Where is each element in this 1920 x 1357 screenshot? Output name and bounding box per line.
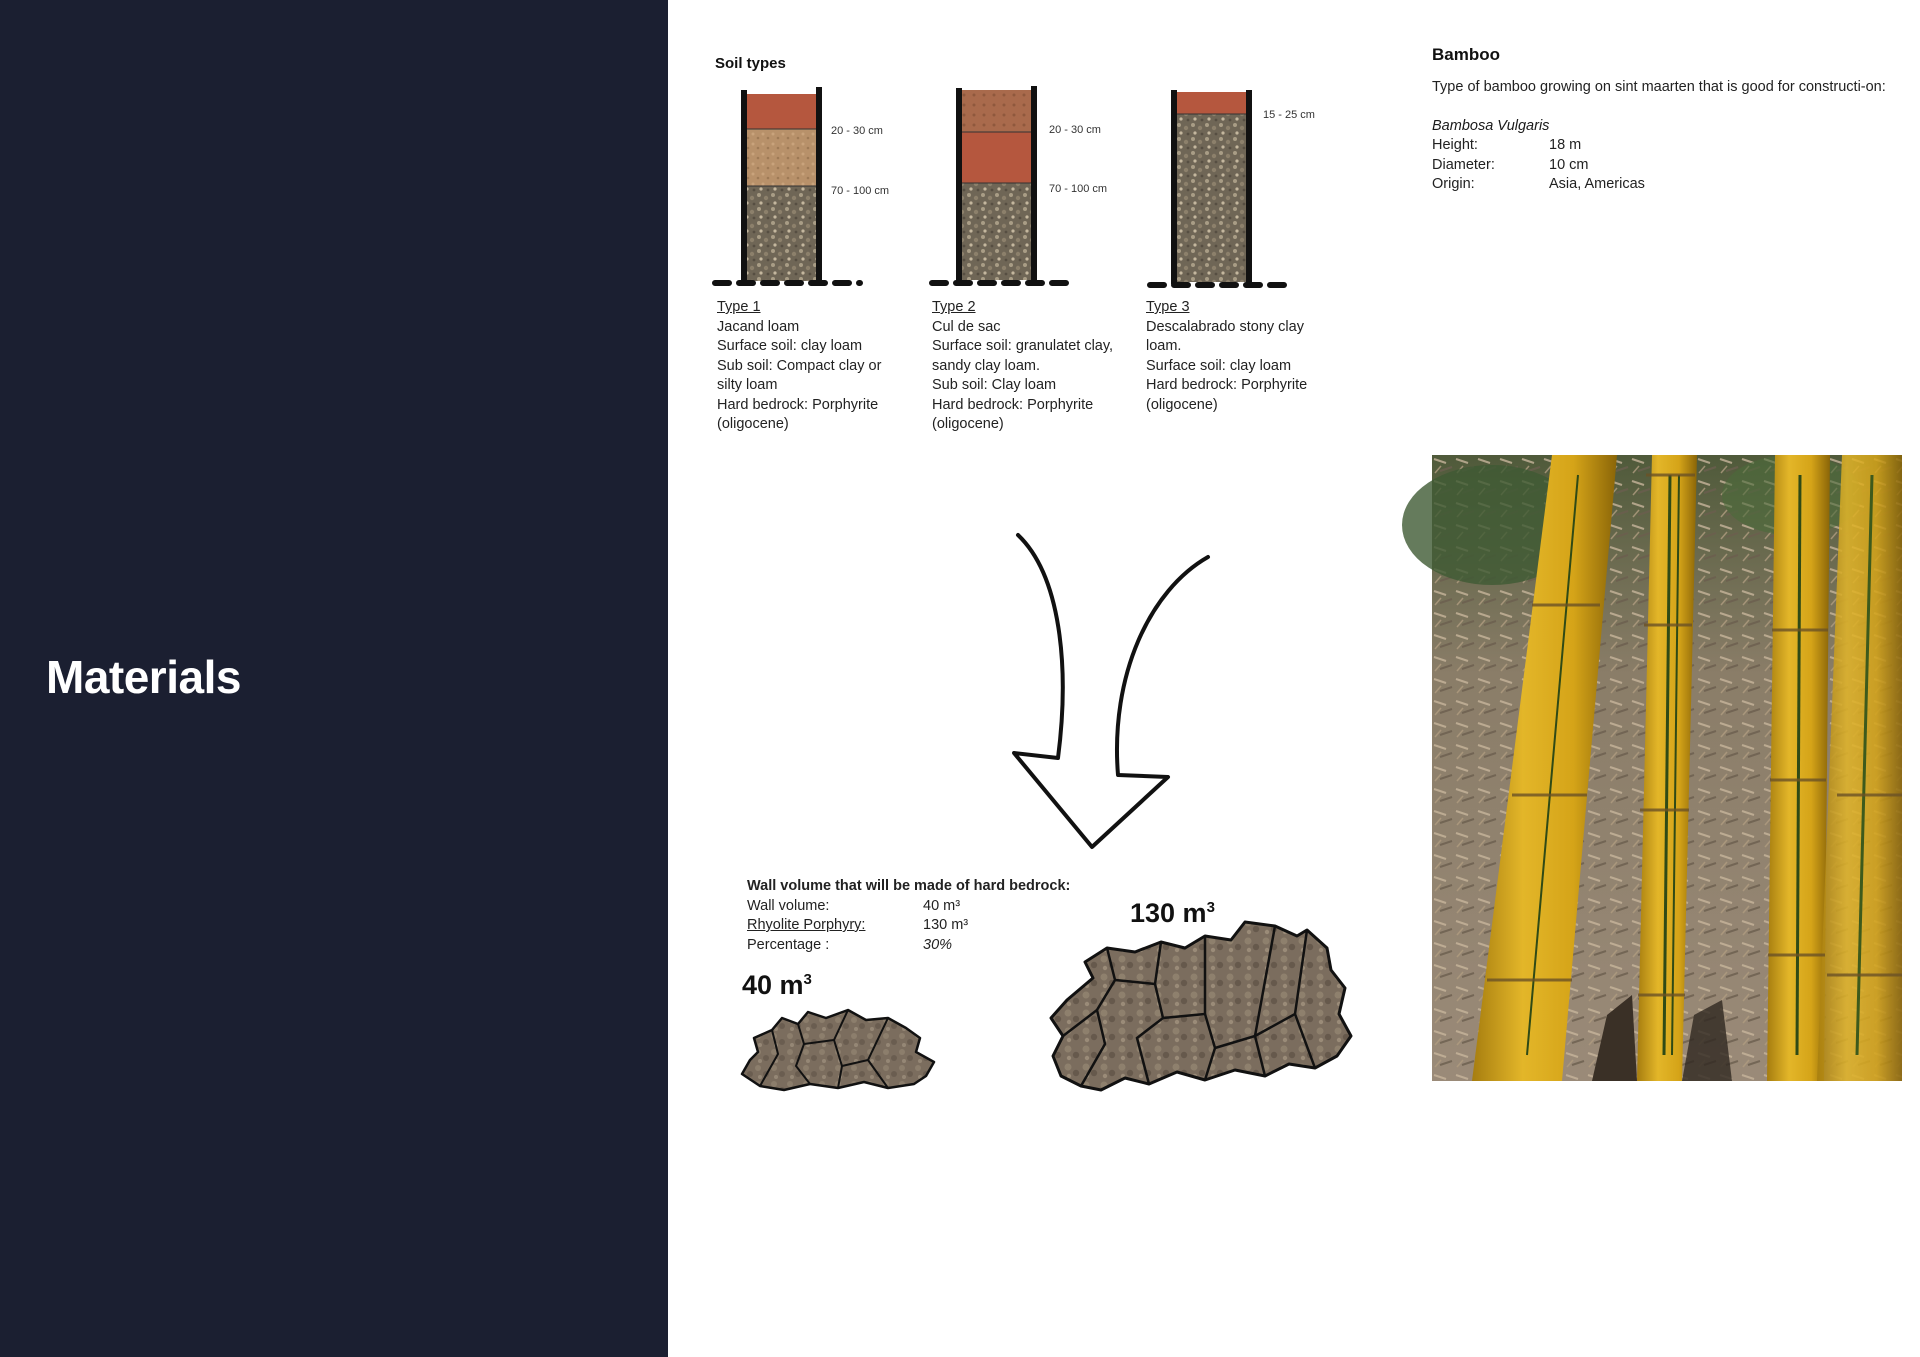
wall-volume-heading: Wall volume that will be made of hard bedrock: (747, 878, 1071, 894)
bamboo-description: Type of bamboo growing on sint maarten that is good for constructi-on: (1432, 79, 1886, 95)
soil-type-label: Type 2 (932, 299, 976, 315)
spec-origin: Origin: Asia, Americas (1432, 176, 1645, 192)
page-title: Materials (46, 651, 241, 703)
soil-type-label: Type 1 (717, 299, 761, 315)
down-arrow-icon (1000, 525, 1230, 855)
bamboo-latin-name: Bambosa Vulgaris (1432, 118, 1550, 134)
soil-diagrams (700, 80, 1320, 295)
soil-type-1-info (717, 298, 907, 435)
small-volume-label: 40 $m^3$ (742, 970, 812, 1000)
wall-row-percentage: Percentage : 30% (747, 936, 953, 953)
topsoil-layer (960, 90, 1033, 132)
depth-label-type1-bottom: 70 - 100 cm (831, 185, 890, 197)
bamboo-specs (1432, 136, 1645, 195)
soil-type-name: Jacand loam (717, 318, 800, 335)
topsoil-layer (1175, 92, 1248, 114)
depth-label-type1-top: 20 - 30 cm (831, 125, 883, 137)
surface-soil: Surface soil: clay loam (1146, 357, 1292, 374)
soil-type-name: Descalabrado stony clay loam. (1146, 318, 1304, 354)
wall-row-volume: Wall volume: 40 m³ (747, 897, 961, 914)
bamboo-title: Bamboo (1432, 45, 1500, 64)
soil-types-heading: Soil types (715, 55, 786, 72)
sidebar-panel (0, 0, 668, 1357)
depth-label-type2-bottom: 70 - 100 cm (1049, 183, 1108, 195)
surface-soil: Surface soil: clay loam (717, 338, 863, 354)
depth-label-type2-top: 20 - 30 cm (1049, 124, 1101, 136)
spec-height: Height: 18 m (1432, 137, 1582, 153)
spec-diameter: Diameter: 10 cm (1432, 156, 1589, 173)
rock-pile-large (1045, 918, 1355, 1093)
wall-row-porphyry: Rhyolite Porphyry: 130 m³ (747, 917, 969, 933)
surface-soil: Surface soil: granulatet clay, sandy clay loam. (932, 338, 1114, 374)
bedrock-layer (745, 186, 818, 281)
large-volume-label: 130 $m^3$ (1130, 898, 1215, 928)
sub-soil: Sub soil: Clay loam (932, 377, 1057, 393)
bedrock-layer (1175, 114, 1248, 282)
bedrock-layer (960, 183, 1033, 280)
wall-volume-info (747, 877, 1070, 955)
subsoil-layer (745, 129, 818, 186)
soil-type-label: Type 3 (1146, 299, 1190, 315)
soil-type-3-info (1146, 298, 1336, 415)
sub-soil: Sub soil: Compact clay or silty loam (717, 357, 882, 393)
subsoil-layer (960, 132, 1033, 183)
soil-type-2-info (932, 298, 1122, 435)
hard-bedrock: Hard bedrock: Porphyrite (oligocene) (1146, 377, 1308, 413)
rock-pile-small (738, 1000, 938, 1092)
soil-type-name: Cul de sac (932, 318, 1001, 335)
bamboo-photo (1432, 455, 1902, 1081)
hard-bedrock: Hard bedrock: Porphyrite (oligocene) (717, 396, 879, 432)
depth-label-type3-top: 15 - 25 cm (1263, 109, 1315, 121)
hard-bedrock: Hard bedrock: Porphyrite (oligocene) (932, 396, 1094, 432)
topsoil-layer (745, 94, 818, 129)
